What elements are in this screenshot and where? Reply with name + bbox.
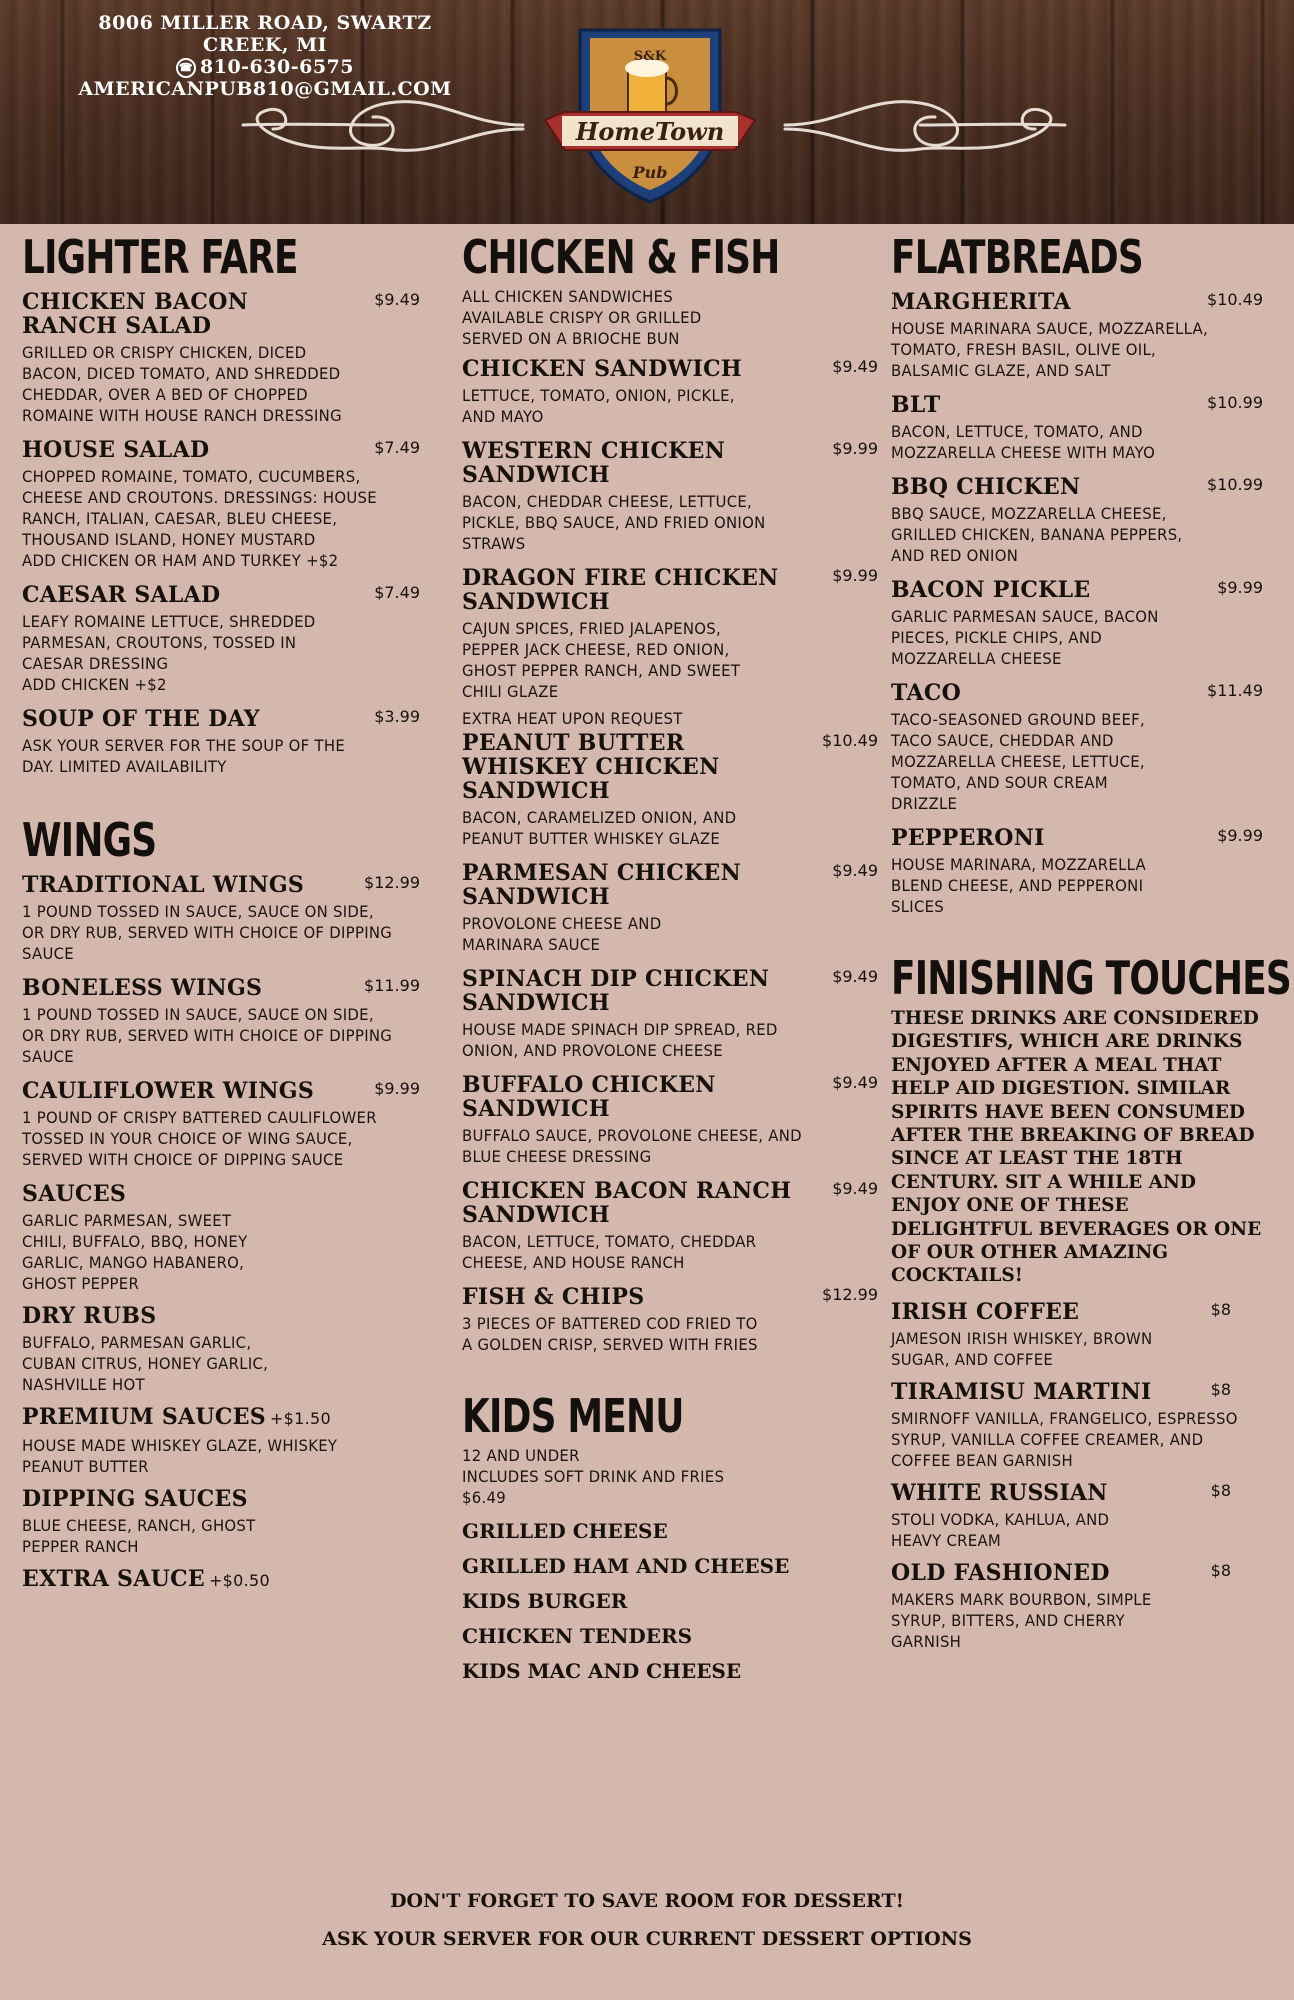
menu-item	[462, 565, 878, 729]
extra-sauce-heading: EXTRA SAUCE	[22, 1566, 205, 1592]
item-price: $9.99	[374, 1079, 420, 1098]
item-price: $8	[1210, 1480, 1231, 1500]
chicken-fish-title: CHICKEN & FISH	[462, 230, 780, 284]
kids-price: $6.49	[462, 1488, 507, 1507]
dry-rubs-block	[22, 1304, 420, 1395]
item-name: BBQ CHICKEN	[891, 474, 1081, 500]
item-name: SOUP OF THE DAY	[22, 706, 260, 732]
menu-item	[462, 1284, 878, 1355]
item-name: CHICKEN BACON RANCH SALAD	[22, 289, 249, 339]
premium-sauces-heading: PREMIUM SAUCES	[22, 1404, 266, 1430]
item-name: OLD FASHIONED	[891, 1559, 1110, 1586]
logo-top-text: S&K	[633, 49, 667, 64]
item-desc: HOUSE MARINARA SAUCE, MOZZARELLA, TOMATO, FRESH BASIL, OLIVE OIL, BALSAMIC GLAZE, AND SALT	[891, 319, 1209, 380]
item-price: $9.99	[832, 566, 878, 585]
item-price: $9.49	[832, 861, 878, 880]
item-desc: PROVOLONE CHEESE AND MARINARA SAUCE	[462, 914, 662, 954]
menu-item	[891, 1378, 1238, 1471]
item-name: HOUSE SALAD	[22, 437, 210, 463]
item-name: PARMESAN CHICKEN SANDWICH	[462, 860, 742, 910]
item-price: $11.99	[364, 976, 420, 995]
item-desc: SMIRNOFF VANILLA, FRANGELICO, ESPRESSO SYRUP, VANILLA COFFEE CREAMER, AND COFFEE BEAN GARNISH	[891, 1408, 1238, 1470]
item-price: $9.49	[832, 1073, 878, 1092]
item-desc: BACON, CARAMELIZED ONION, AND PEANUT BUTTER WHISKEY GLAZE	[462, 808, 737, 848]
menu-item	[22, 290, 420, 426]
item-price: $9.49	[832, 1179, 878, 1198]
menu-item	[891, 393, 1263, 463]
item-price: $9.99	[832, 439, 878, 458]
kids-item: GRILLED CHEESE	[462, 1519, 668, 1543]
premium-sauces-price: +$1.50	[269, 1409, 331, 1428]
item-price: $9.49	[832, 357, 878, 376]
menu-item	[891, 1561, 1231, 1652]
item-name: BACON PICKLE	[891, 577, 1091, 603]
item-price: $8	[1210, 1299, 1231, 1319]
left-swirl-ornament	[238, 85, 528, 165]
item-desc: MAKERS MARK BOURBON, SIMPLE SYRUP, BITTERS, AND CHERRY GARNISH	[891, 1589, 1152, 1651]
item-name: SPINACH DIP CHICKEN SANDWICH	[462, 966, 770, 1016]
item-name: TIRAMISU MARTINI	[891, 1378, 1152, 1405]
kids-item: CHICKEN TENDERS	[462, 1624, 693, 1648]
right-swirl-ornament	[780, 85, 1070, 165]
digestif-intro: THESE DRINKS ARE CONSIDERED DIGESTIFS, WHICH ARE DRINKS ENJOYED AFTER A MEAL THAT HELP AID DIGESTION. SIMILAR SPIRITS HAVE BEEN CONSUMED AFTER THE BREAKING OF BREAD SINCE AT LEAST THE 18TH CENTURY. SIT A WHILE AND ENJOY ONE OF THESE DELIGHTFUL BEVERAGES OR ONE OF OUR OTHER AMAZING COCKTAILS!	[891, 1008, 1262, 1287]
item-desc: 3 PIECES OF BATTERED COD FRIED TO A GOLDEN CRISP, SERVED WITH FRIES	[462, 1314, 758, 1354]
menu-item	[22, 438, 420, 571]
item-price: $7.49	[374, 438, 420, 457]
chicken-intro: ALL CHICKEN SANDWICHES AVAILABLE CRISPY OR GRILLED SERVED ON A BRIOCHE BUN	[462, 287, 702, 348]
menu-item	[22, 873, 420, 964]
premium-sauces-list: HOUSE MADE WHISKEY GLAZE, WHISKEY PEANUT BUTTER	[22, 1436, 338, 1476]
item-desc: BACON, LETTUCE, TOMATO, CHEDDAR CHEESE, AND HOUSE RANCH	[462, 1232, 757, 1272]
item-name: TACO	[891, 680, 962, 706]
item-name: BONELESS WINGS	[22, 975, 263, 1001]
item-addon: ADD CHICKEN OR HAM AND TURKEY +$2	[22, 551, 339, 570]
item-desc: BACON, LETTUCE, TOMATO, AND MOZZARELLA CHEESE WITH MAYO	[891, 422, 1156, 462]
item-addon: ADD CHICKEN +$2	[22, 675, 167, 694]
item-name: PEPPERONI	[891, 825, 1045, 851]
flatbreads-title: FLATBREADS	[891, 230, 1143, 284]
item-price: $9.49	[374, 290, 420, 309]
item-desc: HOUSE MARINARA, MOZZARELLA BLEND CHEESE, AND PEPPERONI SLICES	[891, 855, 1147, 916]
menu-item	[462, 860, 878, 955]
kids-menu-title: KIDS MENU	[462, 1389, 684, 1443]
item-addon: EXTRA HEAT UPON REQUEST	[462, 709, 683, 728]
menu-item	[891, 1481, 1231, 1551]
extra-sauce-price: +$0.50	[208, 1571, 270, 1590]
menu-item	[462, 1178, 878, 1273]
menu-item	[462, 966, 878, 1061]
item-desc: BBQ SAUCE, MOZZARELLA CHEESE, GRILLED CHICKEN, BANANA PEPPERS, AND RED ONION	[891, 504, 1183, 565]
phone-icon: ☎	[176, 58, 196, 78]
lighter-fare-title: LIGHTER FARE	[22, 230, 298, 284]
item-price: $9.49	[832, 967, 878, 986]
item-name: CHICKEN SANDWICH	[462, 356, 742, 382]
item-price: $10.49	[822, 731, 878, 750]
dessert-reminder: DON'T FORGET TO SAVE ROOM FOR DESSERT!	[390, 1890, 904, 1912]
item-price: $11.49	[1207, 681, 1263, 700]
column-middle	[462, 230, 878, 1689]
column-right	[891, 230, 1291, 1652]
item-desc: ASK YOUR SERVER FOR THE SOUP OF THE DAY. LIMITED AVAILABILITY	[22, 736, 346, 776]
address: 8006 MILLER ROAD, SWARTZ CREEK, MI	[98, 12, 432, 56]
item-desc: TACO-SEASONED GROUND BEEF, TACO SAUCE, CHEDDAR AND MOZZARELLA CHEESE, LETTUCE, TOMATO, AND SOUR CREAM DRIZZLE	[891, 710, 1145, 813]
item-name: CAULIFLOWER WINGS	[22, 1078, 315, 1104]
item-price: $3.99	[374, 707, 420, 726]
item-price: $10.49	[1207, 290, 1263, 309]
item-price: $12.99	[364, 873, 420, 892]
dry-rubs-heading: DRY RUBS	[22, 1303, 157, 1329]
item-name: BUFFALO CHICKEN SANDWICH	[462, 1072, 716, 1122]
phone-number: 810-630-6575	[200, 56, 354, 78]
extra-sauce-block	[22, 1567, 420, 1593]
menu-item	[891, 826, 1263, 917]
item-name: TRADITIONAL WINGS	[22, 872, 305, 898]
sauces-list: GARLIC PARMESAN, SWEET CHILI, BUFFALO, BBQ, HONEY GARLIC, MANGO HABANERO, GHOST PEPPER	[22, 1211, 248, 1293]
kids-age: 12 AND UNDER	[462, 1446, 580, 1465]
wings-title: WINGS	[22, 813, 157, 867]
item-price: $7.49	[374, 583, 420, 602]
logo-bottom-text: Pub	[632, 163, 668, 182]
item-desc: GARLIC PARMESAN SAUCE, BACON PIECES, PICKLE CHIPS, AND MOZZARELLA CHEESE	[891, 607, 1159, 668]
premium-sauces-block	[22, 1405, 420, 1477]
header-banner	[0, 0, 1294, 224]
menu-item	[891, 681, 1263, 814]
kids-item: GRILLED HAM AND CHEESE	[462, 1554, 790, 1578]
menu-item	[462, 1072, 878, 1167]
sauces-heading: SAUCES	[22, 1181, 127, 1207]
kids-items-list	[462, 1514, 872, 1689]
menu-item	[22, 707, 420, 777]
item-price: $10.99	[1207, 393, 1263, 412]
dry-rubs-list: BUFFALO, PARMESAN GARLIC, CUBAN CITRUS, HONEY GARLIC, NASHVILLE HOT	[22, 1333, 269, 1394]
dessert-options-note: ASK YOUR SERVER FOR OUR CURRENT DESSERT OPTIONS	[322, 1928, 972, 1950]
menu-item	[22, 583, 420, 695]
item-name: DRAGON FIRE CHICKEN SANDWICH	[462, 565, 779, 615]
item-price: $10.99	[1207, 475, 1263, 494]
item-desc: 1 POUND OF CRISPY BATTERED CAULIFLOWER TOSSED IN YOUR CHOICE OF WING SAUCE, SERVED WITH CHOICE OF DIPPING SAUCE	[22, 1108, 377, 1169]
item-desc: HOUSE MADE SPINACH DIP SPREAD, RED ONION, AND PROVOLONE CHEESE	[462, 1020, 778, 1060]
item-name: BLT	[891, 392, 941, 418]
item-name: IRISH COFFEE	[891, 1298, 1080, 1325]
dipping-sauces-list: BLUE CHEESE, RANCH, GHOST PEPPER RANCH	[22, 1516, 256, 1556]
menu-item	[22, 1079, 420, 1170]
item-desc: LETTUCE, TOMATO, ONION, PICKLE, AND MAYO	[462, 386, 735, 426]
item-name: PEANUT BUTTER WHISKEY CHICKEN SANDWICH	[462, 730, 720, 804]
item-price: $8	[1210, 1379, 1231, 1399]
menu-item	[462, 730, 878, 849]
item-name: WESTERN CHICKEN SANDWICH	[462, 438, 726, 488]
item-name: CHICKEN BACON RANCH SANDWICH	[462, 1178, 792, 1228]
sauces-block	[22, 1182, 420, 1294]
kids-item: KIDS MAC AND CHEESE	[462, 1659, 742, 1683]
kids-includes: INCLUDES SOFT DRINK AND FRIES	[462, 1467, 725, 1486]
item-desc: CHOPPED ROMAINE, TOMATO, CUCUMBERS, CHEESE AND CROUTONS. DRESSINGS: HOUSE RANCH, ITALIAN, CAESAR, BLEU CHEESE, THOUSAND ISLAND, HONEY MUSTARD	[22, 467, 377, 549]
phone-line	[55, 56, 475, 78]
item-desc: LEAFY ROMAINE LETTUCE, SHREDDED PARMESAN, CROUTONS, TOSSED IN CAESAR DRESSING	[22, 612, 316, 673]
item-price: $8	[1210, 1560, 1231, 1580]
logo-script-text: HomeTown	[575, 117, 725, 146]
item-name: WHITE RUSSIAN	[891, 1479, 1108, 1506]
email: AMERICANPUB810@GMAIL.COM	[78, 78, 452, 100]
item-price: $9.99	[1217, 826, 1263, 845]
item-desc: BUFFALO SAUCE, PROVOLONE CHEESE, AND BLUE CHEESE DRESSING	[462, 1126, 802, 1166]
menu-item	[462, 438, 878, 554]
menu-item	[891, 290, 1263, 381]
item-name: MARGHERITA	[891, 289, 1071, 315]
item-desc: 1 POUND TOSSED IN SAUCE, SAUCE ON SIDE, OR DRY RUB, SERVED WITH CHOICE OF DIPPING SAUCE	[22, 902, 393, 963]
item-desc: BACON, CHEDDAR CHEESE, LETTUCE, PICKLE, BBQ SAUCE, AND FRIED ONION STRAWS	[462, 492, 766, 553]
kids-item: KIDS BURGER	[462, 1589, 628, 1613]
item-name: CAESAR SALAD	[22, 582, 221, 608]
menu-item	[891, 1300, 1231, 1370]
dipping-sauces-heading: DIPPING SAUCES	[22, 1486, 248, 1512]
item-desc: JAMESON IRISH WHISKEY, BROWN SUGAR, AND COFFEE	[891, 1328, 1153, 1369]
menu-item	[891, 475, 1263, 566]
hometown-pub-logo	[540, 20, 760, 210]
item-name: FISH & CHIPS	[462, 1284, 645, 1310]
item-price: $12.99	[822, 1285, 878, 1304]
item-desc: 1 POUND TOSSED IN SAUCE, SAUCE ON SIDE, OR DRY RUB, SERVED WITH CHOICE OF DIPPING SAUCE	[22, 1005, 393, 1066]
menu-item	[22, 976, 420, 1067]
item-desc: STOLI VODKA, KAHLUA, AND HEAVY CREAM	[891, 1509, 1110, 1550]
finishing-touches-title: FINISHING TOUCHES	[891, 951, 1291, 1005]
item-price: $9.99	[1217, 578, 1263, 597]
column-left	[22, 232, 420, 1593]
dipping-sauces-block	[22, 1487, 420, 1557]
item-desc: GRILLED OR CRISPY CHICKEN, DICED BACON, DICED TOMATO, AND SHREDDED CHEDDAR, OVER A BED OF CHOPPED ROMAINE WITH HOUSE RANCH DRESSING	[22, 343, 342, 425]
menu-item	[462, 356, 878, 427]
item-desc: CAJUN SPICES, FRIED JALAPENOS, PEPPER JACK CHEESE, RED ONION, GHOST PEPPER RANCH, AND SWEET CHILI GLAZE	[462, 619, 741, 701]
menu-item	[891, 578, 1263, 669]
